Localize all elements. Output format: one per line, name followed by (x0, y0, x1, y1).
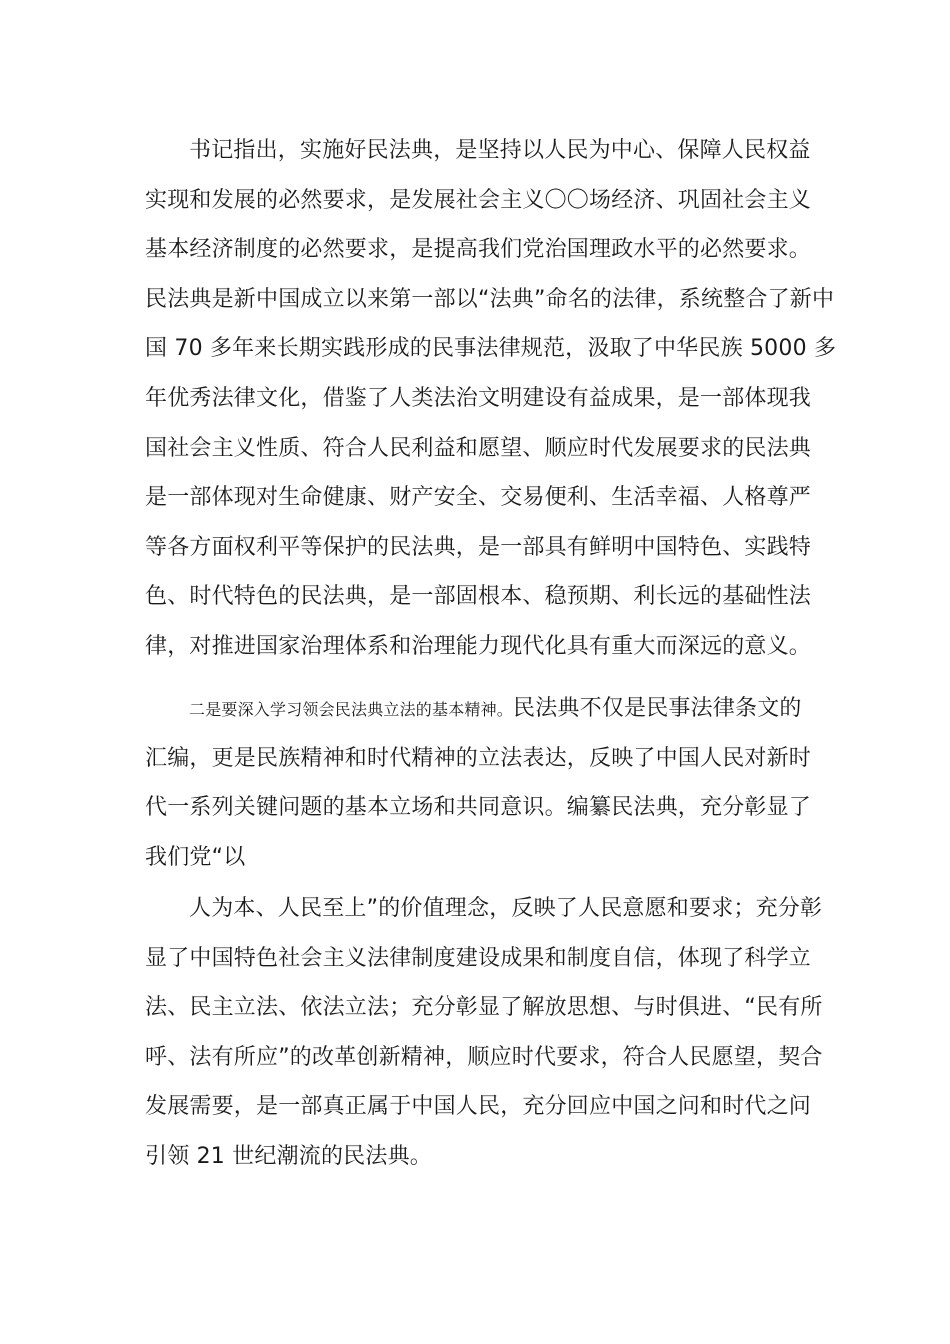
text-line: 引领 21 世纪潮流的民法典。 (145, 1143, 432, 1169)
text-line: 汇编，更是民族精神和时代精神的立法表达，反映了中国人民对新时 (145, 745, 812, 771)
paragraph-3 (145, 884, 823, 1182)
text-line: 代一系列关键问题的基本立场和共同意识。编纂民法典，充分彰显了 (145, 795, 812, 821)
text-line: 民法典是新中国成立以来第一部以“法典”命名的法律，系统整合了新中 (145, 286, 835, 312)
text-line: 实现和发展的必然要求，是发展社会主义〇〇场经济、巩固社会主义 (145, 187, 812, 213)
text-span: 民法典不仅是民事法律条文的 (513, 696, 802, 721)
text-line: 律，对推进国家治理体系和治理能力现代化具有重大而深远的意义。 (145, 633, 812, 659)
text-line: 基本经济制度的必然要求，是提高我们党治国理政水平的必然要求。 (145, 237, 812, 263)
text-line: 发展需要，是一部真正属于中国人民，充分回应中国之问和时代之问 (145, 1094, 812, 1120)
text-line: 显了中国特色社会主义法律制度建设成果和制度自信，体现了科学立 (145, 945, 812, 971)
text-line: 我们党“以 (145, 844, 246, 870)
section-heading: 二是要深入学习领会民法典立法的基本精神。 (189, 700, 514, 719)
text-line (145, 684, 810, 734)
text-line: 国社会主义性质、符合人民利益和愿望、顺应时代发展要求的民法典 (145, 435, 812, 461)
text-line: 人为本、人民至上”的价值理念，反映了人民意愿和要求；充分彰 (189, 896, 823, 921)
text-line: 呼、法有所应”的改革创新精神，顺应时代要求，符合人民愿望，契合 (145, 1044, 823, 1070)
paragraph-1 (145, 126, 837, 672)
text-line: 色、时代特色的民法典，是一部固根本、稳预期、利长远的基础性法 (145, 584, 812, 610)
text-line: 年优秀法律文化，借鉴了人类法治文明建设有益成果，是一部体现我 (145, 385, 812, 411)
text-line: 法、民主立法、依法立法；充分彰显了解放思想、与时俱进、“民有所 (145, 995, 823, 1021)
text-line: 书记指出，实施好民法典，是坚持以人民为中心、保障人民权益 (189, 138, 811, 163)
text-line: 等各方面权利平等保护的民法典，是一部具有鲜明中国特色、实践特 (145, 534, 812, 560)
text-line: 是一部体现对生命健康、财产安全、交易便利、生活幸福、人格尊严 (145, 485, 812, 511)
paragraph-2 (145, 684, 810, 882)
text-line: 国 70 多年来长期实践形成的民事法律规范，汲取了中华民族 5000 多 (145, 336, 837, 362)
